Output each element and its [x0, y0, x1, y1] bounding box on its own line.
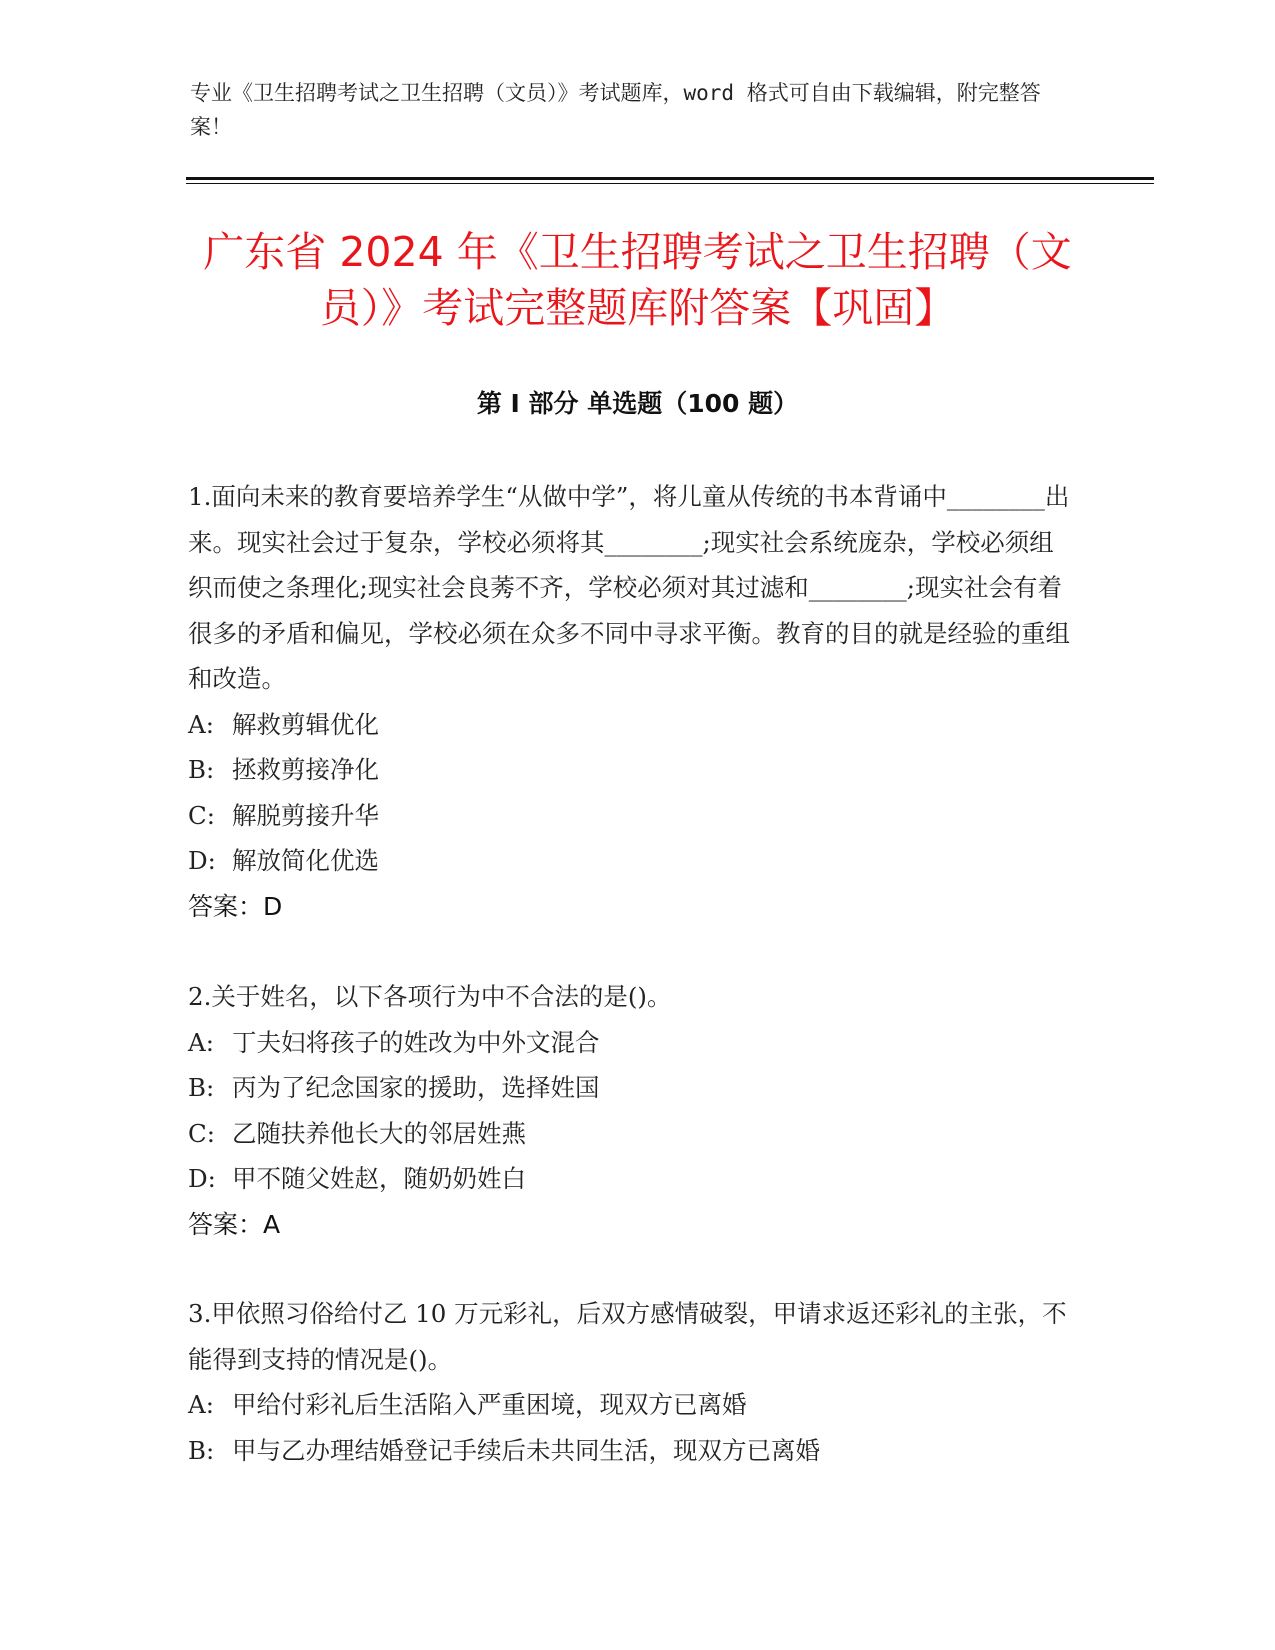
option-text: 解放简化优选	[232, 846, 379, 875]
option-key: B:	[188, 1073, 215, 1102]
question-2	[188, 974, 1078, 1247]
option-text: 丙为了纪念国家的援助，选择姓国	[232, 1073, 600, 1102]
option-key: A:	[188, 709, 214, 739]
option-text: 甲给付彩礼后生活陷入严重困境，现双方已离婚	[232, 1390, 747, 1419]
option-key: C:	[188, 1118, 216, 1148]
question-1	[188, 474, 1078, 929]
document-title: 广东省 2024 年《卫生招聘考试之卫生招聘（文员）》考试完整题库附答案【巩固】	[203, 228, 1072, 332]
option-key: D:	[188, 1164, 216, 1193]
option-key: C:	[188, 800, 216, 830]
question-stem: 3.甲依照习俗给付乙 10 万元彩礼，后双方感情破裂，甲请求返还彩礼的主张，不能得到支持的情况是()。	[188, 1299, 1067, 1374]
answer: 答案：A	[188, 1209, 281, 1239]
option-d	[188, 838, 1078, 884]
question-stem: 2.关于姓名，以下各项行为中不合法的是()。	[188, 982, 672, 1011]
option-key: B:	[188, 1435, 215, 1465]
option-b	[188, 747, 1078, 793]
option-c	[188, 793, 1078, 839]
option-text: 解救剪辑优化	[232, 709, 379, 739]
answer: 答案：D	[188, 891, 283, 921]
header-divider-thin	[186, 183, 1154, 184]
option-text: 甲不随父姓赵，随奶奶姓白	[232, 1164, 526, 1193]
option-text: 丁夫妇将孩子的姓改为中外文混合	[232, 1027, 600, 1057]
option-text: 拯救剪接净化	[232, 755, 379, 784]
option-a	[188, 1020, 1078, 1066]
option-text: 解脱剪接升华	[232, 800, 379, 830]
option-key: D:	[188, 846, 216, 875]
header-divider-thick	[186, 177, 1154, 180]
option-a	[188, 702, 1078, 748]
option-text: 甲与乙办理结婚登记手续后未共同生活，现双方已离婚	[232, 1435, 820, 1465]
option-d	[188, 1156, 1078, 1202]
option-key: A:	[188, 1390, 214, 1419]
question-stem: 1.面向未来的教育要培养学生“从做中学”，将儿童从传统的书本背诵中________出来。现实社会过于复杂，学校必须将其________;现实社会系统庞杂，学校必须组织而使之条理化;现实社会良莠不齐，学校必须对其过滤和________;现实社会有着很多的矛盾和偏见，学校必须在众多不同中寻求平衡。教育的目的就是经验的重组和改造。	[188, 482, 1070, 693]
question-3	[188, 1291, 1078, 1473]
option-b	[188, 1428, 1078, 1474]
header-note: 专业《卫生招聘考试之卫生招聘（文员）》考试题库，word 格式可自由下载编辑，附完整答案！	[190, 81, 1041, 139]
option-c	[188, 1111, 1078, 1157]
option-b	[188, 1065, 1078, 1111]
option-a	[188, 1382, 1078, 1428]
option-key: B:	[188, 755, 215, 784]
option-text: 乙随扶养他长大的邻居姓燕	[232, 1118, 526, 1148]
section-heading: 第 I 部分 单选题（100 题）	[476, 389, 799, 418]
option-key: A:	[188, 1027, 214, 1057]
